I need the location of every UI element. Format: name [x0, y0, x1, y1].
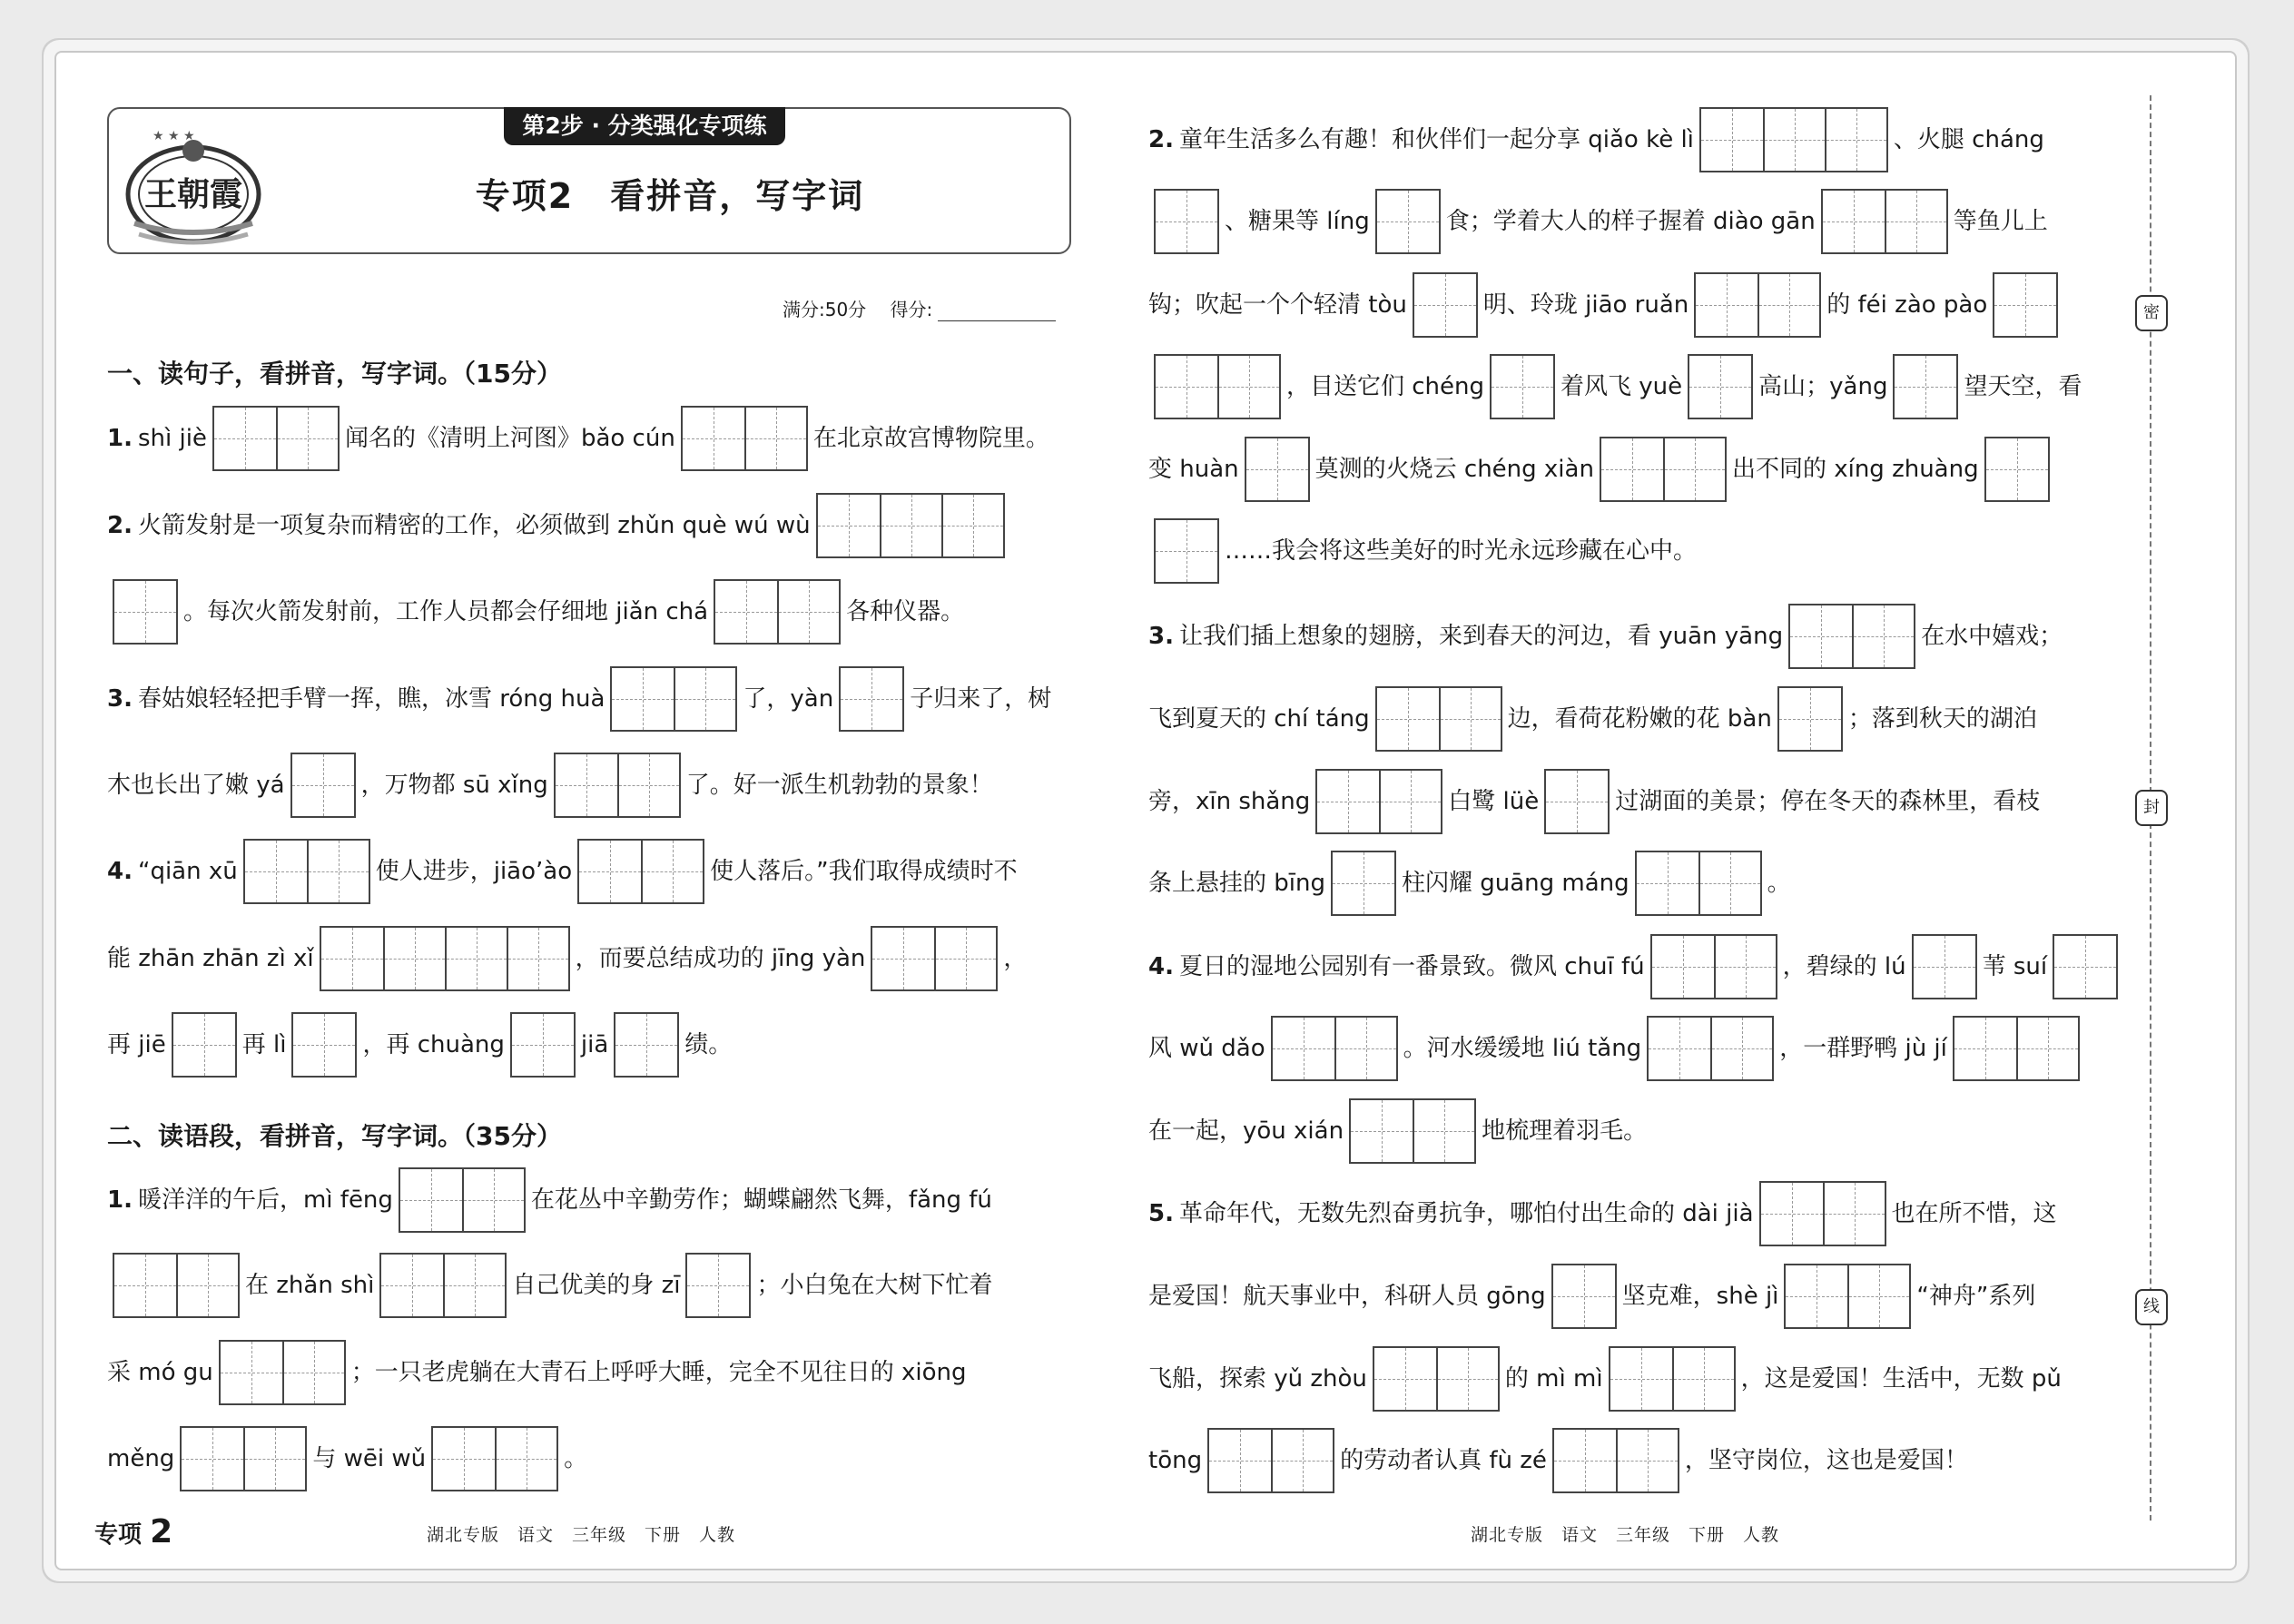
tianzige-answer-box[interactable] [1784, 1264, 1911, 1329]
footer-left-info: 湖北专版 语文 三年级 下册 人教 [427, 1525, 736, 1545]
question-text: 的劳动者认真 fù zé [1340, 1447, 1547, 1474]
tianzige-answer-box[interactable] [1600, 437, 1727, 502]
question-number: 1. [107, 425, 133, 452]
tianzige-cell[interactable] [495, 1428, 556, 1490]
question-text: 在北京故宫博物院里。 [812, 425, 1049, 452]
question-text: ；小白兔在大树下忙着 [756, 1272, 993, 1299]
tianzige-cell[interactable] [1273, 1018, 1334, 1079]
question-line [1148, 107, 2044, 172]
tianzige-answer-box[interactable] [1699, 107, 1888, 172]
tianzige-answer-box[interactable] [1373, 1346, 1500, 1412]
footer-right-info: 湖北专版 语文 三年级 下册 人教 [1471, 1525, 1780, 1545]
tianzige-answer-box[interactable] [1893, 354, 1958, 419]
tianzige-answer-box[interactable] [1375, 686, 1502, 752]
tianzige-answer-box[interactable] [172, 1012, 237, 1078]
full-score: 满分:50分 [783, 299, 867, 320]
question-text: ， [1003, 945, 1028, 972]
tianzige-answer-box[interactable] [1912, 934, 1977, 999]
question-line [1148, 518, 1697, 584]
tianzige-cell[interactable] [243, 1428, 305, 1490]
tianzige-answer-box[interactable] [714, 579, 841, 645]
tianzige-answer-box[interactable] [1207, 1428, 1334, 1493]
tianzige-cell[interactable] [1439, 688, 1501, 750]
question-text: ；一只老虎躺在大青石上呼呼大睡，完全不见往日的 xiōng [350, 1359, 967, 1386]
question-number: 4. [1148, 953, 1174, 980]
tianzige-cell[interactable] [1885, 191, 1946, 252]
tianzige-cell[interactable] [176, 1255, 238, 1316]
tianzige-cell[interactable] [1413, 1100, 1474, 1162]
question-text: 。 [564, 1445, 588, 1472]
tianzige-cell[interactable] [383, 928, 445, 989]
tianzige-answer-box[interactable] [2053, 934, 2118, 999]
tianzige-answer-box[interactable] [1375, 189, 1441, 254]
tianzige-cell[interactable] [221, 1342, 282, 1403]
question-line [107, 493, 1010, 558]
tianzige-answer-box[interactable] [212, 406, 340, 471]
question-text: tōng [1148, 1447, 1203, 1474]
question-text: “神舟”系列 [1916, 1283, 2036, 1310]
tianzige-cell[interactable] [1701, 109, 1763, 171]
question-text: ，碧绿的 lú [1782, 953, 1906, 980]
question-text: 钩；吹起一个个轻清 tòu [1148, 291, 1407, 319]
tianzige-cell[interactable] [462, 1169, 524, 1231]
tianzige-answer-box[interactable] [1821, 189, 1948, 254]
tianzige-cell[interactable] [615, 1014, 677, 1076]
tianzige-cell[interactable] [1761, 1183, 1823, 1245]
question-line [1148, 189, 2048, 254]
question-text: ；落到秋天的湖泊 [1847, 705, 2037, 733]
question-text: “qiān xū [137, 858, 238, 885]
question-number: 5. [1148, 1200, 1174, 1227]
tianzige-cell[interactable] [1710, 1018, 1772, 1079]
tianzige-cell[interactable] [381, 1255, 443, 1316]
question-text: 柱闪耀 guāng máng [1401, 870, 1629, 897]
tianzige-answer-box[interactable] [1777, 686, 1843, 752]
step-banner: 第2步 · 分类强化专项练 [504, 107, 785, 145]
tianzige-cell[interactable] [1779, 688, 1841, 750]
question-text: 木也长出了嫩 yá [107, 772, 285, 799]
question-text: ，一群野鸭 jù jí [1779, 1035, 1947, 1062]
tianzige-cell[interactable] [1994, 274, 2056, 336]
tianzige-cell[interactable] [293, 1014, 355, 1076]
tianzige-cell[interactable] [1986, 438, 2048, 500]
question-text: 在水中嬉戏； [1921, 623, 2063, 650]
question-line [107, 406, 1049, 471]
tianzige-cell[interactable] [114, 1255, 176, 1316]
question-line [107, 579, 964, 645]
question-line [1148, 272, 2063, 338]
tianzige-cell[interactable] [1317, 771, 1379, 832]
tianzige-cell[interactable] [1689, 356, 1751, 418]
tianzige-cell[interactable] [276, 408, 338, 469]
tianzige-cell[interactable] [612, 668, 674, 730]
footer-label: 专项 2 [94, 1513, 173, 1550]
tianzige-cell[interactable] [872, 928, 934, 989]
tianzige-answer-box[interactable] [1635, 851, 1762, 916]
tianzige-cell[interactable] [715, 581, 777, 643]
question-text: 变 huàn [1148, 456, 1239, 483]
tianzige-answer-box[interactable] [685, 1253, 751, 1318]
tianzige-cell[interactable] [617, 754, 679, 816]
question-text: 坚克难，shè jì [1621, 1283, 1779, 1310]
tianzige-answer-box[interactable] [1544, 769, 1610, 834]
tianzige-answer-box[interactable] [1650, 934, 1777, 999]
question-text: 使人落后。”我们取得成绩时不 [710, 858, 1018, 885]
question-text: 子归来了，树 [910, 685, 1052, 713]
tianzige-cell[interactable] [1554, 1430, 1616, 1491]
tianzige-answer-box[interactable] [1609, 1346, 1736, 1412]
tianzige-cell[interactable] [1790, 605, 1852, 667]
question-text: 也在所不惜，这 [1891, 1200, 2057, 1227]
section-one-heading: 一、读句子，看拼音，写字词。（15分） [107, 359, 562, 389]
tianzige-answer-box[interactable] [379, 1253, 507, 1318]
tianzige-cell[interactable] [400, 1169, 462, 1231]
question-line [107, 926, 1027, 991]
tianzige-cell[interactable] [1351, 1100, 1413, 1162]
tianzige-answer-box[interactable] [1688, 354, 1753, 419]
question-text: ，这是爱国！生活中，无数 pǔ [1740, 1365, 2062, 1393]
tianzige-answer-box[interactable] [180, 1426, 307, 1491]
question-text: 与 wēi wǔ [312, 1445, 427, 1472]
tianzige-answer-box[interactable] [1694, 272, 1821, 338]
question-text: 能 zhān zhān zì xǐ [107, 945, 314, 972]
cut-mark-feng: 封 [2135, 790, 2168, 826]
question-text: 飞到夏天的 chí táng [1148, 705, 1370, 733]
tianzige-cell[interactable] [307, 841, 369, 902]
tianzige-answer-box[interactable] [610, 666, 737, 732]
question-text: 白鹭 lüè [1448, 788, 1540, 815]
tianzige-cell[interactable] [214, 408, 276, 469]
question-text: 各种仪器。 [846, 598, 965, 625]
tianzige-answer-box[interactable] [1154, 189, 1219, 254]
tianzige-cell[interactable] [1246, 438, 1308, 500]
tianzige-cell[interactable] [674, 668, 735, 730]
tianzige-cell[interactable] [1333, 852, 1394, 914]
question-text: 边，看荷花粉嫩的花 bàn [1507, 705, 1772, 733]
question-line [1148, 1181, 2057, 1246]
tianzige-answer-box[interactable] [1154, 518, 1219, 584]
tianzige-cell[interactable] [1553, 1265, 1615, 1327]
tianzige-cell[interactable] [579, 841, 641, 902]
question-line [1148, 1016, 2085, 1081]
tianzige-cell[interactable] [777, 581, 839, 643]
question-text: 火箭发射是一项复杂而精密的工作，必须做到 zhǔn què wú wù [137, 512, 811, 539]
question-text: ，目送它们 chéng [1286, 373, 1485, 400]
question-text: 等鱼儿上 [1953, 208, 2048, 235]
tianzige-cell[interactable] [445, 928, 507, 989]
question-line [107, 753, 993, 818]
score-line [783, 295, 1056, 321]
question-text: 旁，xīn shǎng [1148, 788, 1311, 815]
svg-text:王朝霞: 王朝霞 [143, 175, 243, 213]
tianzige-answer-box[interactable] [243, 839, 370, 904]
tianzige-cell[interactable] [1374, 1348, 1436, 1410]
question-text: 莫测的火烧云 chéng xiàn [1314, 456, 1594, 483]
cut-mark-mi: 密 [2135, 295, 2168, 331]
question-text: 了。好一派生机勃勃的景象！ [685, 772, 993, 799]
question-number: 1. [107, 1186, 133, 1214]
tianzige-cell[interactable] [1377, 191, 1439, 252]
question-text: 采 mó gu [107, 1359, 213, 1386]
tianzige-cell[interactable] [1649, 1018, 1710, 1079]
tianzige-cell[interactable] [641, 841, 703, 902]
question-text: 闻名的《清明上河图》bǎo cún [344, 425, 675, 452]
tianzige-cell[interactable] [1492, 356, 1553, 418]
tianzige-answer-box[interactable] [431, 1426, 558, 1491]
question-number: 2. [107, 512, 133, 539]
tianzige-answer-box[interactable] [1551, 1264, 1617, 1329]
tianzige-answer-box[interactable] [577, 839, 704, 904]
tianzige-cell[interactable] [683, 408, 744, 469]
question-text: 使人进步，jiāo’ào [375, 858, 573, 885]
question-line [107, 666, 1051, 732]
question-text: 、火腿 cháng [1893, 126, 2044, 153]
tianzige-answer-box[interactable] [1271, 1016, 1398, 1081]
question-text: 的 mì mì [1504, 1365, 1603, 1393]
question-text: 出不同的 xíng zhuàng [1731, 456, 1979, 483]
tianzige-cell[interactable] [1209, 1430, 1271, 1491]
question-text: 是爱国！航天事业中，科研人员 gōng [1148, 1283, 1546, 1310]
tianzige-cell[interactable] [282, 1342, 344, 1403]
question-text: 自己优美的身 zī [512, 1272, 681, 1299]
cut-mark-xian: 线 [2135, 1289, 2168, 1325]
question-line [1148, 851, 1791, 916]
tianzige-answer-box[interactable] [113, 579, 178, 645]
question-text: 在一起，yōu xián [1148, 1117, 1344, 1145]
tianzige-cell[interactable] [1379, 771, 1441, 832]
question-line [1148, 437, 2055, 502]
tianzige-cell[interactable] [1696, 274, 1757, 336]
tianzige-cell[interactable] [1637, 852, 1698, 914]
section-two-heading: 二、读语段，看拼音，写字词。（35分） [107, 1121, 562, 1151]
question-text: shì jiè [137, 425, 207, 452]
tianzige-answer-box[interactable] [219, 1340, 346, 1405]
question-text: 。河水缓缓地 liú tǎng [1403, 1035, 1642, 1062]
question-line [1148, 604, 2063, 669]
tianzige-cell[interactable] [556, 754, 617, 816]
tianzige-answer-box[interactable] [1984, 437, 2050, 502]
tianzige-answer-box[interactable] [1759, 1181, 1886, 1246]
question-text: 苇 suí [1982, 953, 2048, 980]
page-title: 专项2 看拼音，写字词 [475, 176, 865, 216]
tianzige-answer-box[interactable] [871, 926, 998, 991]
tianzige-cell[interactable] [1546, 771, 1608, 832]
question-line [107, 1253, 992, 1318]
question-text: 地梳理着羽毛。 [1482, 1117, 1648, 1145]
question-text: 风 wǔ dǎo [1148, 1035, 1265, 1062]
tianzige-cell[interactable] [841, 668, 902, 730]
tianzige-answer-box[interactable] [614, 1012, 679, 1078]
tianzige-cell[interactable] [818, 495, 880, 556]
question-line [1148, 354, 2082, 419]
question-text: 绩。 [684, 1031, 733, 1058]
question-text: 的 féi zào pào [1826, 291, 1988, 319]
tianzige-cell[interactable] [1786, 1265, 1847, 1327]
tianzige-answer-box[interactable] [1315, 769, 1442, 834]
tianzige-cell[interactable] [292, 754, 354, 816]
question-line [1148, 934, 2123, 999]
question-line [1148, 1098, 1647, 1164]
tianzige-cell[interactable] [1616, 1430, 1678, 1491]
tianzige-cell[interactable] [2054, 936, 2116, 998]
tianzige-answer-box[interactable] [291, 1012, 357, 1078]
question-text: 革命年代，无数先烈奋勇抗争，哪怕付出生命的 dài jià [1178, 1200, 1754, 1227]
tianzige-answer-box[interactable] [320, 926, 570, 991]
question-text: 在 zhǎn shì [245, 1272, 375, 1299]
tianzige-answer-box[interactable] [290, 753, 356, 818]
tianzige-answer-box[interactable] [1552, 1428, 1679, 1493]
tianzige-cell[interactable] [1825, 109, 1886, 171]
tianzige-cell[interactable] [321, 928, 383, 989]
question-line [107, 839, 1018, 904]
question-number: 4. [107, 858, 133, 885]
tianzige-answer-box[interactable] [1331, 851, 1396, 916]
tianzige-cell[interactable] [744, 408, 806, 469]
tianzige-cell[interactable] [1436, 1348, 1498, 1410]
svg-text:★ ★ ★: ★ ★ ★ [153, 129, 195, 143]
question-text: 春姑娘轻轻把手臂一挥，瞧，冰雪 róng huà [137, 685, 605, 713]
question-text: 。每次火箭发射前，工作人员都会仔细地 jiǎn chá [183, 598, 709, 625]
tianzige-cell[interactable] [1698, 852, 1760, 914]
tianzige-cell[interactable] [1823, 1183, 1885, 1245]
tianzige-cell[interactable] [1672, 1348, 1734, 1410]
tianzige-answer-box[interactable] [816, 493, 1005, 558]
question-line [1148, 769, 2040, 834]
tianzige-answer-box[interactable] [681, 406, 808, 471]
tianzige-cell[interactable] [1414, 274, 1476, 336]
tianzige-answer-box[interactable] [1349, 1098, 1476, 1164]
tianzige-answer-box[interactable] [399, 1167, 526, 1233]
tianzige-answer-box[interactable] [1490, 354, 1555, 419]
score-label: 得分: [890, 299, 933, 320]
question-text: 望天空，看 [1964, 373, 2082, 400]
question-text: 着风飞 yuè [1561, 373, 1683, 400]
question-text: 了，yàn [743, 685, 834, 713]
question-text: jiā [580, 1031, 609, 1058]
brand-logo [116, 114, 271, 246]
tianzige-answer-box[interactable] [113, 1253, 240, 1318]
score-blank[interactable] [938, 302, 1056, 321]
question-text: 让我们插上想象的翅膀，来到春天的河边，看 yuān yāng [1178, 623, 1784, 650]
tianzige-cell[interactable] [1823, 191, 1885, 252]
tianzige-cell[interactable] [1914, 936, 1975, 998]
question-text: měng [107, 1445, 175, 1472]
question-text: ，再 chuàng [362, 1031, 505, 1058]
tianzige-cell[interactable] [687, 1255, 749, 1316]
question-line [107, 1426, 587, 1491]
tianzige-cell[interactable] [512, 1014, 574, 1076]
tianzige-cell[interactable] [1271, 1430, 1333, 1491]
tianzige-cell[interactable] [1156, 520, 1217, 582]
tianzige-answer-box[interactable] [1788, 604, 1915, 669]
question-text: ……我会将这些美好的时光永远珍藏在心中。 [1225, 537, 1698, 565]
question-text: 在花丛中辛勤劳作；蝴蝶翩然飞舞，fǎng fú [530, 1186, 992, 1214]
question-text: ，而要总结成功的 jīng yàn [575, 945, 866, 972]
tianzige-cell[interactable] [2016, 1018, 2078, 1079]
tianzige-cell[interactable] [507, 928, 568, 989]
tianzige-cell[interactable] [1334, 1018, 1396, 1079]
question-text: 再 jiē [107, 1031, 166, 1058]
question-text: 过湖面的美景；停在冬天的森林里，看枝 [1615, 788, 2041, 815]
tianzige-answer-box[interactable] [1647, 1016, 1774, 1081]
tianzige-cell[interactable] [1954, 1018, 2016, 1079]
tianzige-cell[interactable] [1610, 1348, 1672, 1410]
tianzige-answer-box[interactable] [1245, 437, 1310, 502]
tianzige-cell[interactable] [114, 581, 176, 643]
question-line [1148, 1346, 2062, 1412]
question-line [1148, 686, 2037, 752]
tianzige-cell[interactable] [1895, 356, 1956, 418]
question-text: 条上悬挂的 bīng [1148, 870, 1325, 897]
question-text: ，坚守岗位，这也是爱国！ [1684, 1447, 1968, 1474]
question-line [107, 1340, 967, 1405]
tianzige-cell[interactable] [1217, 356, 1279, 418]
tianzige-cell[interactable] [1156, 356, 1217, 418]
tianzige-answer-box[interactable] [839, 666, 904, 732]
question-number: 3. [1148, 623, 1174, 650]
tianzige-answer-box[interactable] [1953, 1016, 2080, 1081]
question-text: 高山；yǎng [1758, 373, 1888, 400]
tianzige-cell[interactable] [934, 928, 996, 989]
tianzige-answer-box[interactable] [1413, 272, 1478, 338]
tianzige-cell[interactable] [1847, 1265, 1909, 1327]
tianzige-cell[interactable] [880, 495, 941, 556]
question-text: 食；学着大人的样子握着 diào gān [1445, 208, 1816, 235]
tianzige-cell[interactable] [941, 495, 1003, 556]
tianzige-cell[interactable] [1714, 936, 1776, 998]
question-line [1148, 1264, 2035, 1329]
tianzige-cell[interactable] [173, 1014, 235, 1076]
tianzige-answer-box[interactable] [1993, 272, 2058, 338]
tianzige-cell[interactable] [1852, 605, 1914, 667]
question-text: ，万物都 sū xǐng [360, 772, 548, 799]
question-text: 夏日的湿地公园别有一番景致。微风 chuī fú [1178, 953, 1645, 980]
tianzige-cell[interactable] [443, 1255, 505, 1316]
tianzige-answer-box[interactable] [1154, 354, 1281, 419]
question-text: 再 lì [241, 1031, 287, 1058]
question-text: 童年生活多么有趣！和伙伴们一起分享 qiǎo kè lì [1178, 126, 1694, 153]
tianzige-cell[interactable] [433, 1428, 495, 1490]
tianzige-answer-box[interactable] [510, 1012, 576, 1078]
question-line [107, 1167, 992, 1233]
tianzige-cell[interactable] [245, 841, 307, 902]
tianzige-cell[interactable] [1601, 438, 1663, 500]
question-line [1148, 1428, 1968, 1493]
tianzige-cell[interactable] [1156, 191, 1217, 252]
tianzige-cell[interactable] [1763, 109, 1825, 171]
question-text: 明、玲珑 jiāo ruǎn [1482, 291, 1689, 319]
tianzige-answer-box[interactable] [554, 753, 681, 818]
question-line [107, 1012, 732, 1078]
question-number: 3. [107, 685, 133, 713]
question-text: 。 [1767, 870, 1791, 897]
question-text: 飞船，探索 yǔ zhòu [1148, 1365, 1367, 1393]
question-number: 2. [1148, 126, 1174, 153]
question-text: 暖洋洋的午后，mì fēng [137, 1186, 393, 1214]
tianzige-cell[interactable] [1377, 688, 1439, 750]
tianzige-cell[interactable] [182, 1428, 243, 1490]
tianzige-cell[interactable] [1757, 274, 1819, 336]
tianzige-cell[interactable] [1652, 936, 1714, 998]
tianzige-cell[interactable] [1663, 438, 1725, 500]
question-text: 、糖果等 líng [1225, 208, 1370, 235]
